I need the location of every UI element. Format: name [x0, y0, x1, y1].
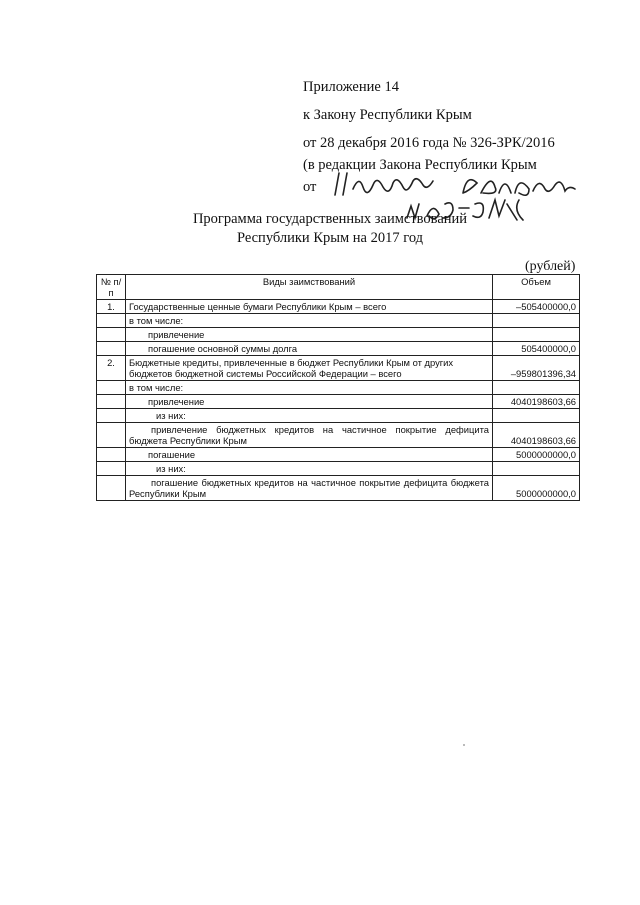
row-kind: в том числе:	[126, 314, 493, 328]
row-volume: 4040198603,66	[493, 395, 580, 409]
row-kind: из них:	[126, 462, 493, 476]
table-row	[97, 448, 580, 462]
row-num: 1.	[97, 300, 126, 314]
row-num	[97, 328, 126, 342]
row-volume	[493, 381, 580, 395]
table-row	[97, 423, 580, 448]
row-volume	[493, 328, 580, 342]
row-volume: –505400000,0	[493, 300, 580, 314]
row-num	[97, 314, 126, 328]
row-volume: 4040198603,66	[493, 423, 580, 448]
table-row	[97, 395, 580, 409]
row-kind: в том числе:	[126, 381, 493, 395]
table-row	[97, 300, 580, 314]
scan-speck	[463, 744, 465, 746]
row-volume	[493, 314, 580, 328]
unit-label: (рублей)	[525, 259, 576, 274]
appendix-block	[303, 76, 603, 220]
table-row	[97, 462, 580, 476]
row-num	[97, 342, 126, 356]
row-num	[97, 423, 126, 448]
row-num	[97, 448, 126, 462]
table-row	[97, 342, 580, 356]
row-num	[97, 395, 126, 409]
row-kind: погашение основной суммы долга	[126, 342, 493, 356]
row-num	[97, 462, 126, 476]
handwritten-date-prefix: от	[303, 179, 317, 195]
table-row	[97, 314, 580, 328]
header-num: № п/п	[97, 275, 126, 300]
handwritten-date-row	[303, 176, 603, 198]
row-kind: из них:	[126, 409, 493, 423]
table-row	[97, 381, 580, 395]
header-volume: Объем	[493, 275, 580, 300]
table-header-row	[97, 275, 580, 300]
row-kind: Государственные ценные бумаги Республики Крым – всего	[126, 300, 493, 314]
table-row	[97, 328, 580, 342]
row-volume: –959801396,34	[493, 356, 580, 381]
table-row	[97, 476, 580, 501]
title-line-2: Республики Крым на 2017 год	[236, 230, 424, 246]
row-num: 2.	[97, 356, 126, 381]
row-num	[97, 409, 126, 423]
borrowing-table	[96, 274, 580, 501]
appendix-law-date: от 28 декабря 2016 года № 326-ЗРК/2016	[303, 135, 555, 151]
row-kind: погашение	[126, 448, 493, 462]
document-title	[150, 210, 510, 248]
appendix-law-ref: к Закону Республики Крым	[303, 107, 472, 123]
appendix-edition-note: (в редакции Закона Республики Крым	[303, 157, 537, 173]
row-num	[97, 476, 126, 501]
row-kind: привлечение бюджетных кредитов на частичное покрытие дефицита бюджета Республики Крым	[126, 423, 493, 448]
row-kind: погашение бюджетных кредитов на частичное покрытие дефицита бюджета Республики Крым	[126, 476, 493, 501]
row-volume	[493, 409, 580, 423]
header-kind: Виды заимствований	[126, 275, 493, 300]
appendix-number: Приложение 14	[303, 79, 399, 95]
row-kind: привлечение	[126, 395, 493, 409]
title-line-1: Программа государственных заимствований	[192, 211, 468, 227]
table-row	[97, 356, 580, 381]
row-volume	[493, 462, 580, 476]
row-volume: 5000000000,0	[493, 448, 580, 462]
row-num	[97, 381, 126, 395]
table-row	[97, 409, 580, 423]
row-kind: привлечение	[126, 328, 493, 342]
row-kind: Бюджетные кредиты, привлеченные в бюджет Республики Крым от других бюджетов бюджетной системы Российской Федерации – всего	[126, 356, 493, 381]
row-volume: 505400000,0	[493, 342, 580, 356]
row-volume: 5000000000,0	[493, 476, 580, 501]
